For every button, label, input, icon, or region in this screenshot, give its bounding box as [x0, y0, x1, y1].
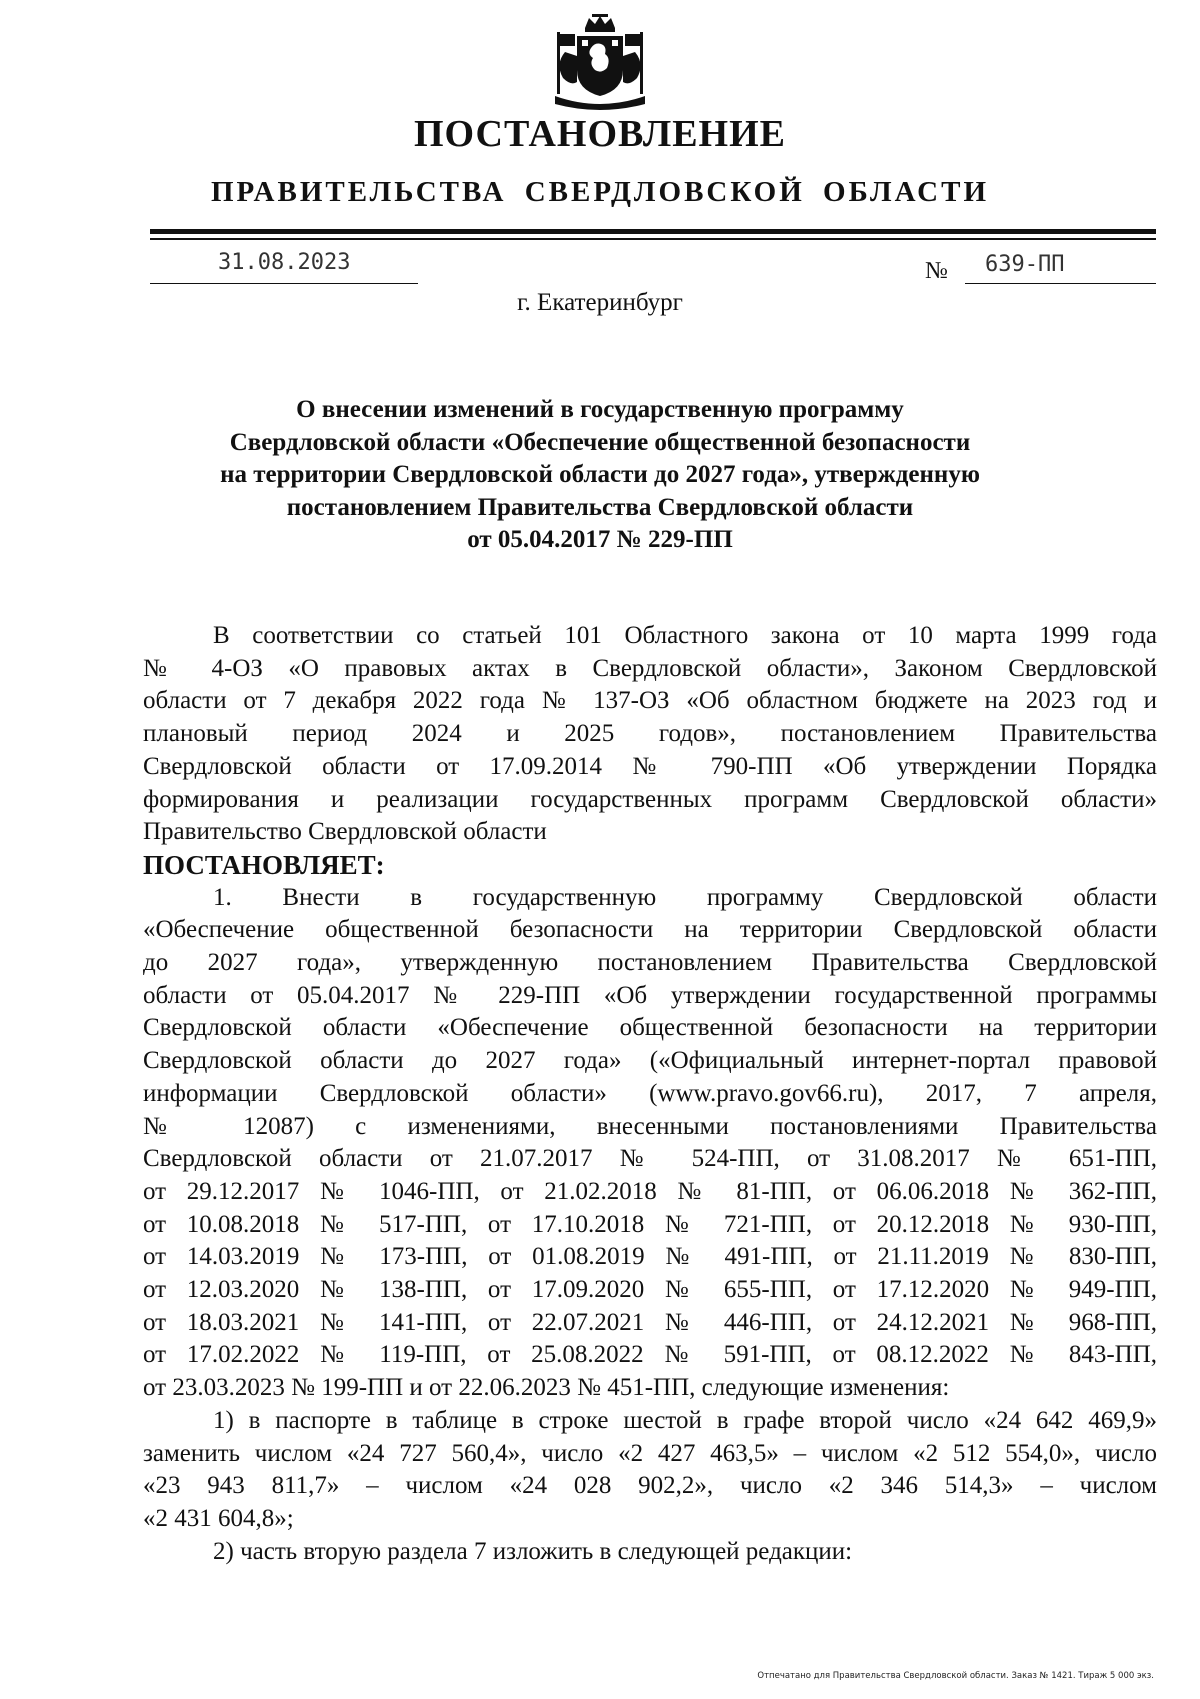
body-line: 1) в паспорте в таблице в строке шестой в графе второй число «24 642 469,9» — [213, 1406, 1157, 1434]
heading-line: от 05.04.2017 № 229-ПП — [467, 526, 733, 553]
body-line: до 2027 года», утвержденную постановлением Правительства Свердловской — [143, 949, 1157, 977]
heading-line: на территории Свердловской области до 2027 года», утвержденную — [220, 461, 980, 488]
city-name: г. Екатеринбург — [517, 289, 683, 316]
header-divider-thin — [150, 238, 1156, 240]
number-sign: № — [925, 258, 948, 284]
issuer-subtitle: ПРАВИТЕЛЬСТВА СВЕРДЛОВСКОЙ ОБЛАСТИ — [210, 176, 990, 208]
body-line: информации Свердловской области» (www.pravo.gov66.ru), 2017, 7 апреля, — [143, 1079, 1157, 1107]
body-line: заменить числом «24 727 560,4», число «2 427 463,5» – числом «2 512 554,0», число — [143, 1439, 1157, 1467]
body-line: от 10.08.2018 № 517-ПП, от 17.10.2018 № 721-ПП, от 20.12.2018 № 930-ПП, — [143, 1210, 1157, 1238]
document-body — [143, 620, 1157, 1568]
document-title: ПОСТАНОВЛЕНИЕ — [413, 113, 787, 155]
body-line: № 12087) с изменениями, внесенными постановлениями Правительства — [143, 1112, 1157, 1140]
body-line: Правительство Свердловской области — [143, 818, 547, 846]
body-line: формирования и реализации государственных программ Свердловской области» — [143, 785, 1157, 813]
print-note: Отпечатано для Правительства Свердловской области. Заказ № 1421. Тираж 5 000 экз. — [757, 1671, 1154, 1681]
body-line: от 17.02.2022 № 119-ПП, от 25.08.2022 № 591-ПП, от 08.12.2022 № 843-ПП, — [143, 1341, 1157, 1369]
body-line: «23 943 811,7» – числом «24 028 902,2», число «2 346 514,3» – числом — [143, 1472, 1157, 1500]
body-line: Свердловской области до 2027 года» («Официальный интернет-портал правовой — [143, 1047, 1157, 1075]
body-line: области от 05.04.2017 № 229-ПП «Об утверждении государственной программы — [143, 981, 1157, 1009]
heading-line: Свердловской области «Обеспечение общественной безопасности — [229, 428, 971, 456]
body-line: 1. Внести в государственную программу Свердловской области — [213, 883, 1157, 911]
body-line: «2 431 604,8»; — [143, 1504, 294, 1532]
heading-line: О внесении изменений в государственную программу — [296, 396, 904, 423]
resolves-keyword: ПОСТАНОВЛЯЕТ: — [143, 849, 385, 880]
date-underline — [150, 283, 418, 284]
number-underline — [965, 283, 1156, 284]
coat-of-arms-emblem — [535, 12, 665, 114]
body-line: от 29.12.2017 № 1046-ПП, от 21.02.2018 № 81-ПП, от 06.06.2018 № 362-ПП, — [143, 1177, 1157, 1205]
body-line: Свердловской области «Обеспечение общественной безопасности на территории — [143, 1014, 1157, 1042]
body-line: от 12.03.2020 № 138-ПП, от 17.09.2020 № 655-ПП, от 17.12.2020 № 949-ПП, — [143, 1276, 1157, 1304]
body-line: от 23.03.2023 № 199-ПП и от 22.06.2023 № 451-ПП, следующие изменения: — [143, 1374, 950, 1402]
body-line: от 18.03.2021 № 141-ПП, от 22.07.2021 № 446-ПП, от 24.12.2021 № 968-ПП, — [143, 1308, 1157, 1336]
document-date: 31.08.2023 — [218, 250, 351, 275]
document-heading — [180, 394, 1020, 557]
body-line: области от 7 декабря 2022 года № 137-ОЗ «Об областном бюджете на 2023 год и — [143, 687, 1157, 715]
body-line: № 4-ОЗ «О правовых актах в Свердловской области», Законом Свердловской — [143, 654, 1157, 682]
body-line: В соответствии со статьей 101 Областного закона от 10 марта 1999 года — [213, 622, 1157, 649]
document-number: 639-ПП — [985, 252, 1065, 277]
body-line: Свердловской области от 21.07.2017 № 524-ПП, от 31.08.2017 № 651-ПП, — [143, 1145, 1157, 1173]
heading-line: постановлением Правительства Свердловской области — [286, 493, 914, 521]
body-line: «Обеспечение общественной безопасности на территории Свердловской области — [143, 916, 1157, 944]
body-line: Свердловской области от 17.09.2014 № 790-ПП «Об утверждении Порядка — [143, 752, 1157, 780]
body-line: плановый период 2024 и 2025 годов», постановлением Правительства — [143, 720, 1157, 748]
body-line: от 14.03.2019 № 173-ПП, от 01.08.2019 № 491-ПП, от 21.11.2019 № 830-ПП, — [143, 1243, 1157, 1271]
header-divider-thick — [150, 229, 1156, 234]
body-line: 2) часть вторую раздела 7 изложить в следующей редакции: — [213, 1537, 853, 1565]
